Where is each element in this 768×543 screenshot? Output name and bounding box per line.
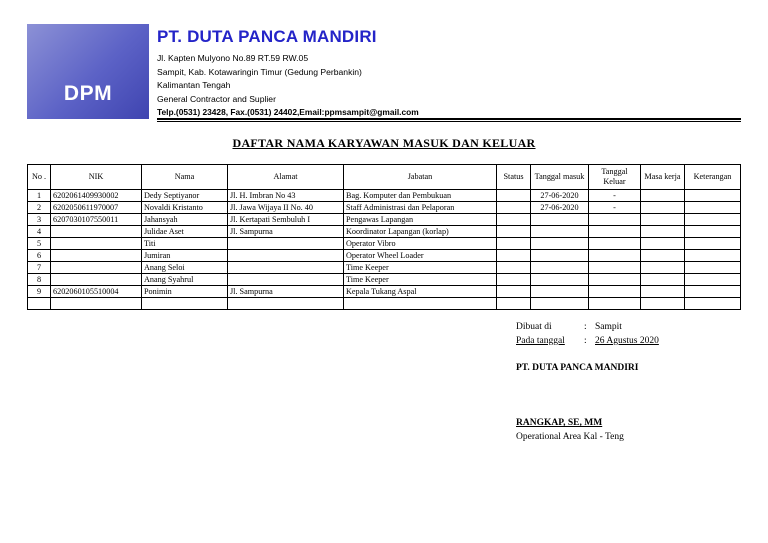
table-row — [28, 262, 741, 274]
cell-keterangan — [685, 262, 741, 274]
cell-status — [497, 250, 531, 262]
cell-masa-kerja — [641, 238, 685, 250]
cell-status — [497, 226, 531, 238]
header-masa-kerja: Masa kerja — [641, 165, 685, 190]
address-line-province: Kalimantan Tengah — [157, 80, 231, 90]
cell-jabatan: Operator Vibro — [344, 238, 497, 250]
header-nama: Nama — [142, 165, 228, 190]
cell-tanggal-keluar — [589, 298, 641, 310]
cell-nama: Jahansyah — [142, 214, 228, 226]
table-row — [28, 238, 741, 250]
company-name: PT. DUTA PANCA MANDIRI — [157, 27, 377, 46]
cell-tanggal-masuk: 27-06-2020 — [531, 202, 589, 214]
cell-nik: 6202060105510004 — [51, 286, 142, 298]
cell-alamat: Jl. Jawa Wijaya II No. 40 — [228, 202, 344, 214]
cell-tanggal-masuk — [531, 262, 589, 274]
cell-status — [497, 298, 531, 310]
cell-nama: Anang Seloi — [142, 262, 228, 274]
table-row — [28, 274, 741, 286]
cell-no: 7 — [28, 262, 51, 274]
cell-jabatan: Time Keeper — [344, 262, 497, 274]
cell-nik — [51, 298, 142, 310]
cell-nik — [51, 262, 142, 274]
cell-nama: Titi — [142, 238, 228, 250]
table-row — [28, 286, 741, 298]
table-row-empty — [28, 298, 741, 310]
cell-nik: 6202061409930002 — [51, 190, 142, 202]
cell-nik: 6207030107550011 — [51, 214, 142, 226]
cell-masa-kerja — [641, 286, 685, 298]
cell-nama: Jumiran — [142, 250, 228, 262]
cell-alamat — [228, 274, 344, 286]
cell-nik — [51, 250, 142, 262]
cell-no: 5 — [28, 238, 51, 250]
cell-no: 3 — [28, 214, 51, 226]
cell-tanggal-keluar — [589, 226, 641, 238]
header-tanggal-keluar: Tanggal Keluar — [589, 165, 641, 190]
cell-status — [497, 214, 531, 226]
cell-alamat: Jl. Sampurna — [228, 226, 344, 238]
cell-keterangan — [685, 226, 741, 238]
cell-tanggal-keluar — [589, 274, 641, 286]
cell-nama: Julidae Aset — [142, 226, 228, 238]
cell-status — [497, 190, 531, 202]
cell-jabatan: Kepala Tukang Aspal — [344, 286, 497, 298]
cell-jabatan: Operator Wheel Loader — [344, 250, 497, 262]
cell-masa-kerja — [641, 298, 685, 310]
header-status: Status — [497, 165, 531, 190]
cell-masa-kerja — [641, 262, 685, 274]
logo-text: DPM — [63, 82, 113, 105]
header-divider-thin — [157, 121, 741, 122]
signer-name: RANGKAP, SE, MM — [516, 418, 603, 428]
cell-nik — [51, 226, 142, 238]
cell-masa-kerja — [641, 226, 685, 238]
cell-status — [497, 262, 531, 274]
made-in-separator: : — [584, 322, 587, 332]
signature-company: PT. DUTA PANCA MANDIRI — [516, 363, 639, 373]
cell-no: 6 — [28, 250, 51, 262]
date-value: 26 Agustus 2020 — [595, 336, 659, 346]
cell-jabatan: Koordinator Lapangan (korlap) — [344, 226, 497, 238]
cell-tanggal-masuk — [531, 250, 589, 262]
cell-nik — [51, 274, 142, 286]
cell-tanggal-keluar — [589, 286, 641, 298]
table-header-row — [28, 165, 741, 190]
cell-keterangan — [685, 274, 741, 286]
cell-alamat — [228, 238, 344, 250]
cell-nik — [51, 238, 142, 250]
cell-masa-kerja — [641, 274, 685, 286]
cell-no — [28, 298, 51, 310]
date-label: Pada tanggal — [516, 336, 565, 346]
cell-keterangan — [685, 190, 741, 202]
cell-alamat: Jl. Kertapati Sembuluh I — [228, 214, 344, 226]
cell-alamat — [228, 298, 344, 310]
header-nik: NIK — [51, 165, 142, 190]
cell-masa-kerja — [641, 250, 685, 262]
table-row — [28, 214, 741, 226]
company-logo — [27, 24, 149, 119]
cell-keterangan — [685, 250, 741, 262]
cell-masa-kerja — [641, 202, 685, 214]
cell-tanggal-masuk — [531, 214, 589, 226]
date-separator: : — [584, 336, 587, 346]
table-row — [28, 202, 741, 214]
address-line-city: Sampit, Kab. Kotawaringin Timur (Gedung Perbankin) — [157, 67, 362, 77]
cell-nama: Anang Syahrul — [142, 274, 228, 286]
table-row — [28, 250, 741, 262]
cell-status — [497, 202, 531, 214]
header-tanggal-masuk: Tanggal masuk — [531, 165, 589, 190]
cell-alamat: Jl. Sampurna — [228, 286, 344, 298]
cell-tanggal-masuk: 27-06-2020 — [531, 190, 589, 202]
cell-no: 4 — [28, 226, 51, 238]
header-divider-thick — [157, 118, 741, 120]
cell-keterangan — [685, 286, 741, 298]
cell-no: 9 — [28, 286, 51, 298]
employee-table — [27, 164, 741, 310]
cell-no: 2 — [28, 202, 51, 214]
table-row — [28, 226, 741, 238]
cell-keterangan — [685, 214, 741, 226]
cell-jabatan — [344, 298, 497, 310]
signer-title: Operational Area Kal - Teng — [516, 432, 624, 442]
cell-tanggal-keluar — [589, 250, 641, 262]
cell-status — [497, 238, 531, 250]
header-keterangan: Keterangan — [685, 165, 741, 190]
cell-jabatan: Bag. Komputer dan Pembukuan — [344, 190, 497, 202]
cell-keterangan — [685, 202, 741, 214]
cell-nik: 6202050611970007 — [51, 202, 142, 214]
cell-alamat — [228, 262, 344, 274]
header-no: No . — [28, 165, 51, 190]
cell-tanggal-masuk — [531, 286, 589, 298]
company-contact-line: Telp.(0531) 23428, Fax.(0531) 24402,Email:ppmsampit@gmail.com — [157, 107, 419, 117]
cell-alamat: Jl. H. Imbran No 43 — [228, 190, 344, 202]
cell-tanggal-masuk — [531, 238, 589, 250]
made-in-value: Sampit — [595, 322, 622, 332]
cell-tanggal-keluar — [589, 214, 641, 226]
cell-nama: Ponimin — [142, 286, 228, 298]
cell-alamat — [228, 250, 344, 262]
header-alamat: Alamat — [228, 165, 344, 190]
company-business-line: General Contractor and Suplier — [157, 94, 276, 104]
cell-no: 8 — [28, 274, 51, 286]
cell-status — [497, 274, 531, 286]
cell-tanggal-masuk — [531, 226, 589, 238]
cell-masa-kerja — [641, 214, 685, 226]
cell-tanggal-keluar — [589, 238, 641, 250]
table-row — [28, 190, 741, 202]
cell-jabatan: Staff Administrasi dan Pelaporan — [344, 202, 497, 214]
cell-no: 1 — [28, 190, 51, 202]
cell-tanggal-keluar — [589, 262, 641, 274]
header-jabatan: Jabatan — [344, 165, 497, 190]
cell-keterangan — [685, 238, 741, 250]
cell-masa-kerja — [641, 190, 685, 202]
document-title: DAFTAR NAMA KARYAWAN MASUK DAN KELUAR — [232, 136, 536, 150]
cell-nama: Dedy Septiyanor — [142, 190, 228, 202]
cell-status — [497, 286, 531, 298]
cell-nama — [142, 298, 228, 310]
cell-tanggal-keluar: - — [589, 202, 641, 214]
cell-keterangan — [685, 298, 741, 310]
cell-jabatan: Time Keeper — [344, 274, 497, 286]
cell-tanggal-masuk — [531, 298, 589, 310]
cell-tanggal-masuk — [531, 274, 589, 286]
cell-nama: Novaldi Kristanto — [142, 202, 228, 214]
cell-tanggal-keluar: - — [589, 190, 641, 202]
made-in-label: Dibuat di — [516, 322, 552, 332]
address-line-street: Jl. Kapten Mulyono No.89 RT.59 RW.05 — [157, 53, 309, 63]
cell-jabatan: Pengawas Lapangan — [344, 214, 497, 226]
